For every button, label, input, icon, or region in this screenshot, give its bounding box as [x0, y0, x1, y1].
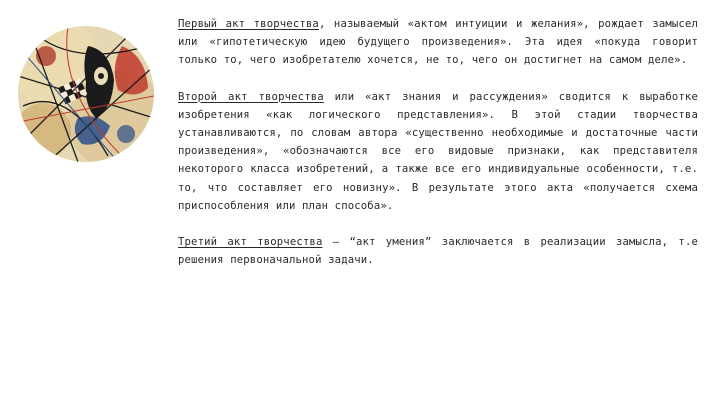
paragraph-body: , называемый «актом интуиции и желания», рождает замысел или «гипотетическую идею будущего произведения». Эта идея «покуда говорит только то, чего изобретателю хочется, не то, чего он достигнет на самом деле». [178, 18, 698, 67]
paragraph-lead: Третий акт творчества [178, 236, 323, 249]
paragraph-lead: Второй акт творчества [178, 90, 324, 103]
paragraph-first-act [178, 15, 698, 70]
abstract-painting-icon [18, 26, 154, 162]
paragraph-body: – “акт умения” заключается в реализации замысла, т.е решения первоначальной задачи. [178, 236, 699, 267]
text-block [178, 15, 698, 287]
paragraph-body: или «акт знания и рассуждения» сводится к выработке изобретения «как логического представления». В этой стадии творчества устанавливаются, по словам автора «существенно необходимые и достаточные части произведения», «обозначаются все его видовые признаки, как представителя некоторого класса изобретений, а также все его индивидуальные особенности, т.е. то, что составляет его новизну». В результате этого акта «получается схема приспособления или план способа». [178, 90, 698, 212]
paragraph-third-act [178, 233, 698, 269]
paragraph-lead: Первый акт творчества [178, 18, 319, 30]
paragraph-second-act [178, 88, 698, 215]
